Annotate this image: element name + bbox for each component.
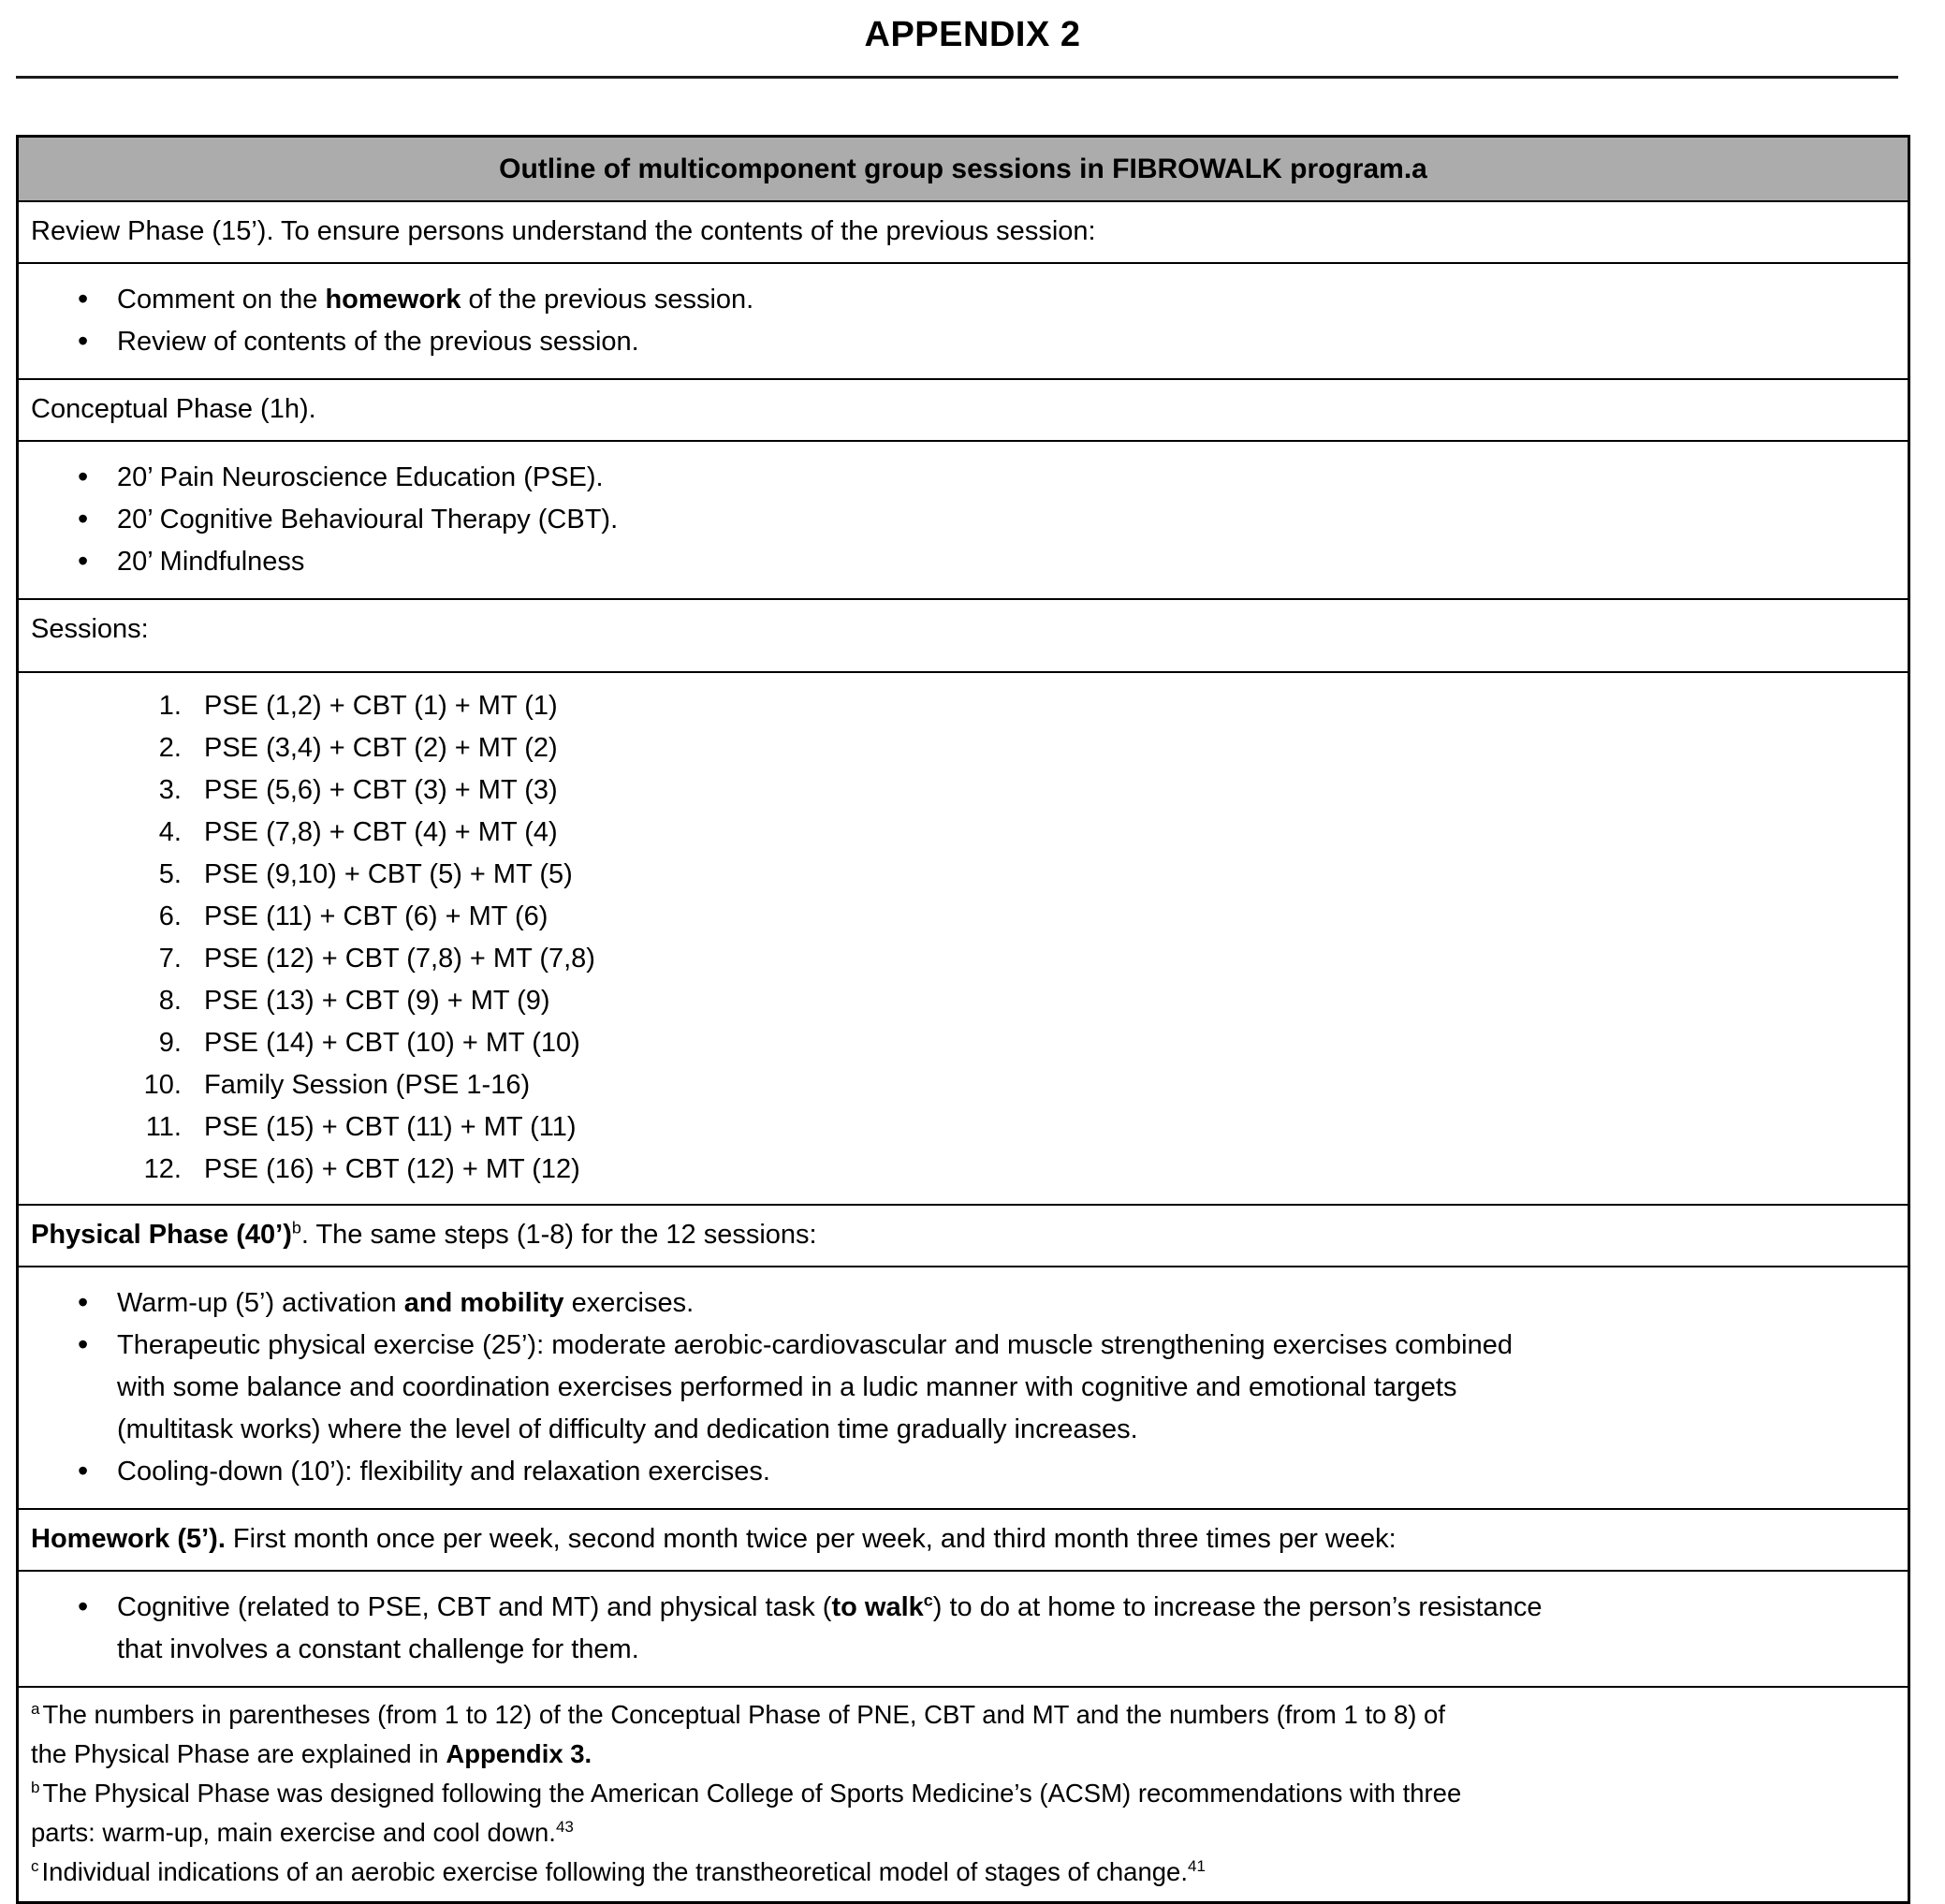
row-conceptual-phase (19, 378, 1908, 440)
row-review-bullets (19, 262, 1908, 378)
row-physical-phase (19, 1204, 1908, 1266)
bullet-review-contents: • Review of contents of the previous session. (19, 321, 1549, 363)
session-item: 12. PSE (16) + CBT (12) + MT (12) (189, 1149, 1893, 1191)
footnote-c-marker: c (31, 1856, 39, 1875)
footnote-b-citation: 43 (555, 1817, 574, 1836)
row-sessions-label (19, 598, 1908, 671)
physical-phase-footnote-ref: b (291, 1218, 301, 1238)
session-item: 6. PSE (11) + CBT (6) + MT (6) (189, 896, 1893, 938)
bullet-pse: • 20’ Pain Neuroscience Education (PSE). (19, 457, 1549, 499)
physical-phase-bold: Physical Phase (40’) (31, 1220, 292, 1250)
table-header-text: Outline of multicomponent group sessions in FIBROWALK program.a (499, 154, 1427, 184)
page-title: APPENDIX 2 (864, 15, 1081, 54)
homework-bullet-list (19, 1587, 1893, 1671)
table-header (19, 138, 1908, 200)
session-item: 1. PSE (1,2) + CBT (1) + MT (1) (189, 685, 1893, 727)
sessions-numbered-list (19, 685, 1893, 1191)
bullet-comment-homework (19, 279, 1549, 321)
bullet-therapeutic-exercise: • Therapeutic physical exercise (25’): moderate aerobic-cardiovascular and muscle strengthening exercises combined with some balance and coordination exercises performed in a ludic manner with cognitive and emotional targets (multitask works) where the level of difficulty and dedication time gradually increases. (19, 1325, 1549, 1451)
to-walk-footnote-ref: c (923, 1590, 933, 1610)
review-bullet-list (19, 279, 1893, 363)
row-footnotes (19, 1686, 1908, 1901)
footnote-b-text: The Physical Phase was designed following the American College of Sports Medicine’s (ACSM) recommendations with three parts: warm-up, main exercise and cool down. (31, 1779, 1462, 1847)
row-sessions-list (19, 671, 1908, 1204)
footnote-b-marker: b (31, 1778, 40, 1796)
row-homework (19, 1508, 1908, 1570)
footnote-c-text: Individual indications of an aerobic exercise following the transtheoretical model of stages of change. (41, 1857, 1188, 1886)
bullet-cognitive-task (19, 1587, 1549, 1671)
bullet-text: of the previous session. (461, 285, 754, 315)
sessions-label-text: Sessions: (31, 614, 149, 644)
conceptual-bullet-list (19, 457, 1893, 583)
bullet-text-bold: and mobility (403, 1288, 564, 1318)
review-phase-text: Review Phase (15’). To ensure persons understand the contents of the previous session: (31, 216, 1096, 246)
bullet-text: Comment on the (117, 285, 326, 315)
session-item: 4. PSE (7,8) + CBT (4) + MT (4) (189, 812, 1893, 854)
bullet-cbt: • 20’ Cognitive Behavioural Therapy (CBT). (19, 499, 1549, 541)
sessions-outline-table (16, 135, 1910, 1904)
session-item: 8. PSE (13) + CBT (9) + MT (9) (189, 980, 1893, 1022)
footnote-a-text: The numbers in parentheses (from 1 to 12) of the Conceptual Phase of PNE, CBT and MT and the numbers (from 1 to 8) of the Physical Phase are explained in (31, 1700, 1445, 1768)
footnote-b (31, 1774, 1477, 1853)
row-homework-bullet (19, 1570, 1908, 1686)
bullet-text: ) to do at home to increase the person’s resistance that involves a constant challenge for them. (117, 1592, 1543, 1664)
bullet-cooling-down: • Cooling-down (10’): flexibility and relaxation exercises. (19, 1451, 1549, 1493)
bullet-text-bold (831, 1592, 932, 1622)
bullet-mindfulness: • 20’ Mindfulness (19, 541, 1549, 583)
session-item: 7. PSE (12) + CBT (7,8) + MT (7,8) (189, 938, 1893, 980)
bullet-warm-up (19, 1282, 1549, 1325)
title-rule (16, 76, 1898, 79)
session-item: 3. PSE (5,6) + CBT (3) + MT (3) (189, 769, 1893, 812)
bullet-text: Cognitive (related to PSE, CBT and MT) and physical task ( (117, 1592, 832, 1622)
physical-phase-text: . The same steps (1-8) for the 12 sessions: (300, 1220, 817, 1250)
footnote-c-citation: 41 (1188, 1856, 1206, 1875)
row-conceptual-bullets (19, 440, 1908, 598)
to-walk-bold: to walk (831, 1592, 924, 1622)
session-item: 9. PSE (14) + CBT (10) + MT (10) (189, 1022, 1893, 1064)
bullet-text-bold: homework (325, 285, 461, 315)
session-item: 5. PSE (9,10) + CBT (5) + MT (5) (189, 854, 1893, 896)
footnote-a (31, 1695, 1477, 1774)
session-item: 10. Family Session (PSE 1-16) (189, 1064, 1893, 1106)
row-physical-bullets (19, 1266, 1908, 1508)
row-review-phase (19, 200, 1908, 262)
footnote-a-marker: a (31, 1699, 40, 1718)
physical-bullet-list (19, 1282, 1893, 1493)
session-item: 2. PSE (3,4) + CBT (2) + MT (2) (189, 727, 1893, 769)
session-item: 11. PSE (15) + CBT (11) + MT (11) (189, 1106, 1893, 1149)
homework-bold: Homework (5’). (31, 1524, 226, 1554)
conceptual-phase-text: Conceptual Phase (1h). (31, 394, 316, 424)
footnote-a-bold: Appendix 3. (446, 1739, 592, 1768)
bullet-text: exercises. (563, 1288, 695, 1318)
bullet-text: Warm-up (5’) activation (117, 1288, 404, 1318)
homework-text: First month once per week, second month twice per week, and third month three times per week: (225, 1524, 1397, 1554)
